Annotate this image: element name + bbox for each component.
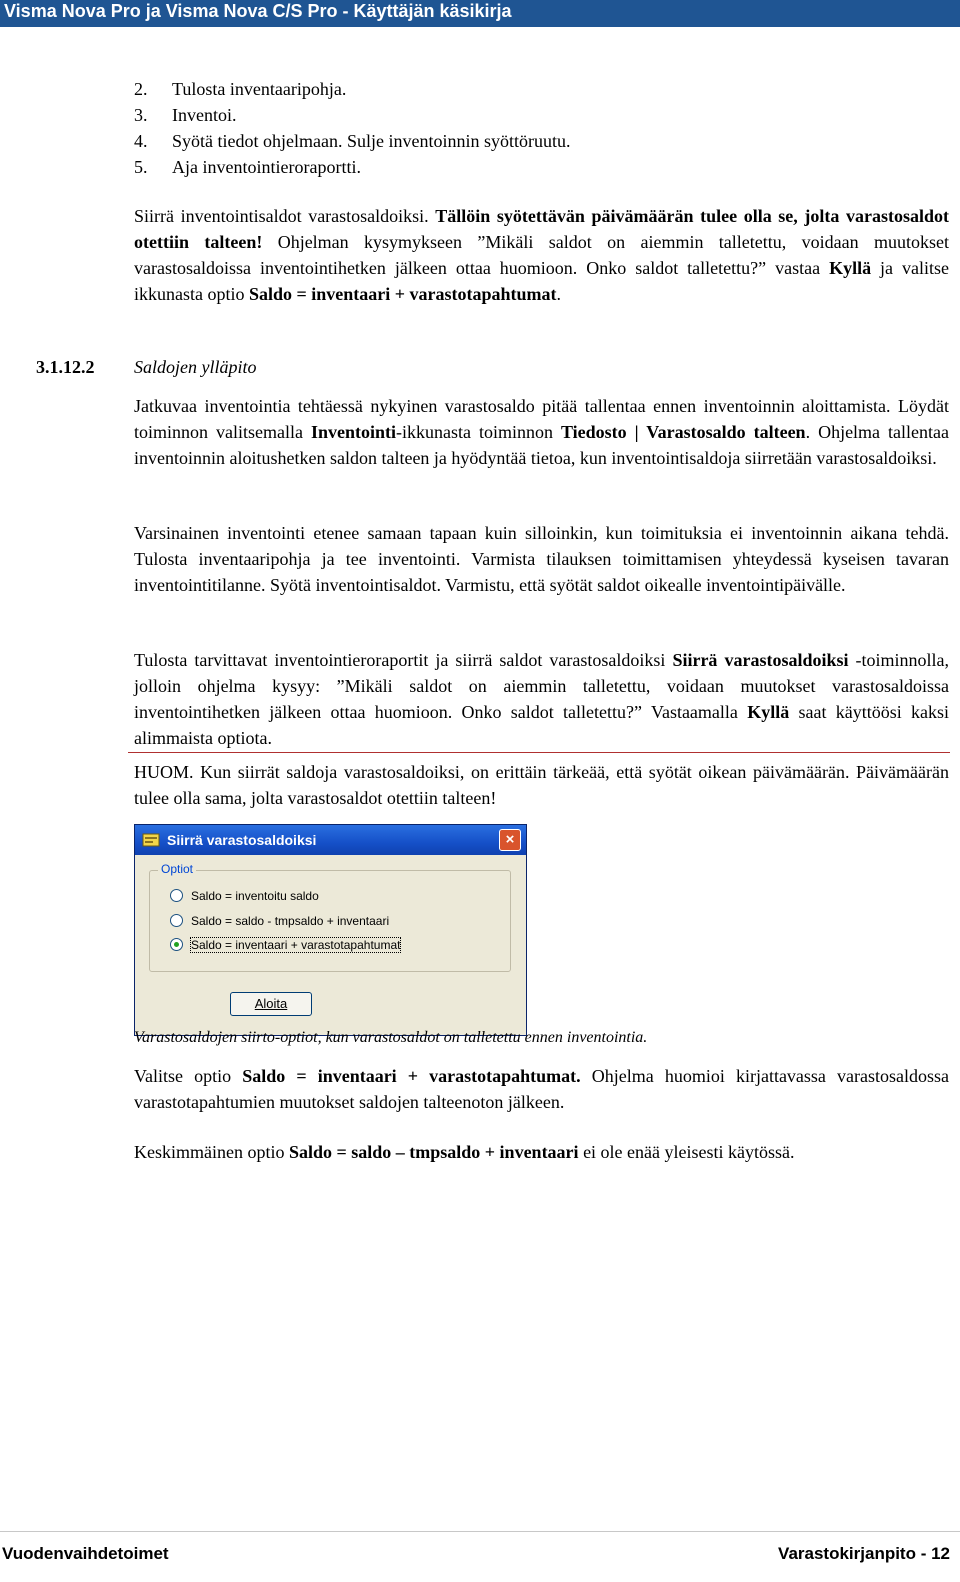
paragraph-select-option: Valitse optio Saldo = inventaari + varastotapahtumat. Ohjelma huomioi kirjattavassa varastosaldossa varastotapahtumien muutokset saldojen talteenoton jälkeen. xyxy=(134,1066,949,1112)
footer-divider xyxy=(0,1531,960,1532)
app-icon xyxy=(142,832,160,848)
step-number: 5. xyxy=(134,157,148,177)
radio-option-tmpsaldo[interactable]: Saldo = saldo - tmpsaldo + inventaari xyxy=(170,913,389,929)
divider xyxy=(128,752,950,753)
section-title: Saldojen ylläpito xyxy=(134,357,257,377)
step-text: Tulosta inventaaripohja. xyxy=(172,79,347,99)
paragraph-transfer-instructions: Siirrä inventointisaldot varastosaldoiksi. Tällöin syötettävän päivämäärän tulee olla se, jolta varastosaldot otettiin talteen! Ohjelman kysymykseen ”Mikäli saldot on aiemmin talletettu, voidaan muutokset varastosaldoissa inventointihetken jälkeen ottaa huomioon. Onko saldot talletettu?” vastaa Kyllä ja valitse ikkunasta optio Saldo = inventaari + varastotapahtumat. xyxy=(134,206,949,304)
paragraph-middle-option: Keskimmäinen optio Saldo = saldo – tmpsaldo + inventaari ei ole enää yleisesti käytössä. xyxy=(134,1142,795,1162)
paragraph-note: HUOM. Kun siirrät saldoja varastosaldoiksi, on erittäin tärkeää, että syötät oikean päivämäärän. Päivämäärän tulee olla sama, jolta varastosaldot otettiin talteen! xyxy=(134,762,949,808)
list-item xyxy=(134,154,570,180)
paragraph-print-reports: Tulosta tarvittavat inventointieroraportit ja siirrä saldot varastosaldoiksi Siirrä varastosaldoiksi -toiminnolla, jolloin ohjelma kysyy: ”Mikäli saldot on aiemmin talletettu, voidaan muutokset varastosaldoissa inventointihetken jälkeen ottaa huomioon. Onko saldot talletettu?” Vastaamalla Kyllä saat käyttöösi kaksi alimmaista optiota. xyxy=(134,650,950,748)
figure-caption: Varastosaldojen siirto-optiot, kun varastosaldot on talletettu ennen inventointia. xyxy=(134,1029,648,1046)
list-item xyxy=(134,76,570,102)
options-group xyxy=(149,862,511,972)
close-button[interactable]: × xyxy=(499,829,521,851)
step-number: 2. xyxy=(134,79,148,99)
paragraph-continuous-inventory: Jatkuvaa inventointia tehtäessä nykyinen varastosaldo pitää tallentaa ennen inventoinnin aloittamista. Löydät toiminnon valitsemalla Inventointi-ikkunasta toiminnon Tiedosto | Varastosaldo talteen. Ohjelma tallentaa inventoinnin aloitushetken saldon talteen ja hyödyntää tietoa, kun inventointisaldoja siirretään varastosaldoiksi. xyxy=(134,396,949,468)
radio-button[interactable] xyxy=(170,889,183,902)
page-header: Visma Nova Pro ja Visma Nova C/S Pro - Käyttäjän käsikirja xyxy=(0,0,960,27)
footer-page: Varastokirjanpito - 12 xyxy=(778,1544,950,1563)
radio-option-inventoried[interactable]: Saldo = inventoitu saldo xyxy=(170,888,319,904)
steps-list xyxy=(134,76,570,180)
footer-chapter: Vuodenvaihdetoimet xyxy=(2,1544,169,1563)
transfer-dialog xyxy=(134,824,527,1036)
step-text: Aja inventointieroraportti. xyxy=(172,157,361,177)
radio-button[interactable] xyxy=(170,914,183,927)
list-item xyxy=(134,128,570,154)
options-group-label: Optiot xyxy=(158,862,196,876)
step-number: 3. xyxy=(134,105,148,125)
paragraph-actual-inventory: Varsinainen inventointi etenee samaan tapaan kuin silloinkin, kun toimituksia ei inventoinnin aikana tehdä. Tulosta inventaaripohja ja tee inventointi. Varmista tilauksen toimittamisen yhteydessä kyseisen tavaran inventointitilanne. Syötä inventointisaldot. Varmistu, että syötät saldot oikealle inventointipäivälle. xyxy=(134,523,949,595)
step-text: Inventoi. xyxy=(172,105,237,125)
list-item xyxy=(134,102,570,128)
radio-button-selected[interactable] xyxy=(170,938,183,951)
start-button[interactable]: Aloita xyxy=(230,992,312,1016)
dialog-title: Siirrä varastosaldoiksi xyxy=(167,832,317,848)
step-number: 4. xyxy=(134,131,148,151)
radio-option-inventory-plus-transactions[interactable]: Saldo = inventaari + varastotapahtumat xyxy=(170,937,400,953)
section-number: 3.1.12.2 xyxy=(36,357,95,377)
dialog-title-bar xyxy=(135,825,526,855)
step-text: Syötä tiedot ohjelmaan. Sulje inventoinnin syöttöruutu. xyxy=(172,131,571,151)
